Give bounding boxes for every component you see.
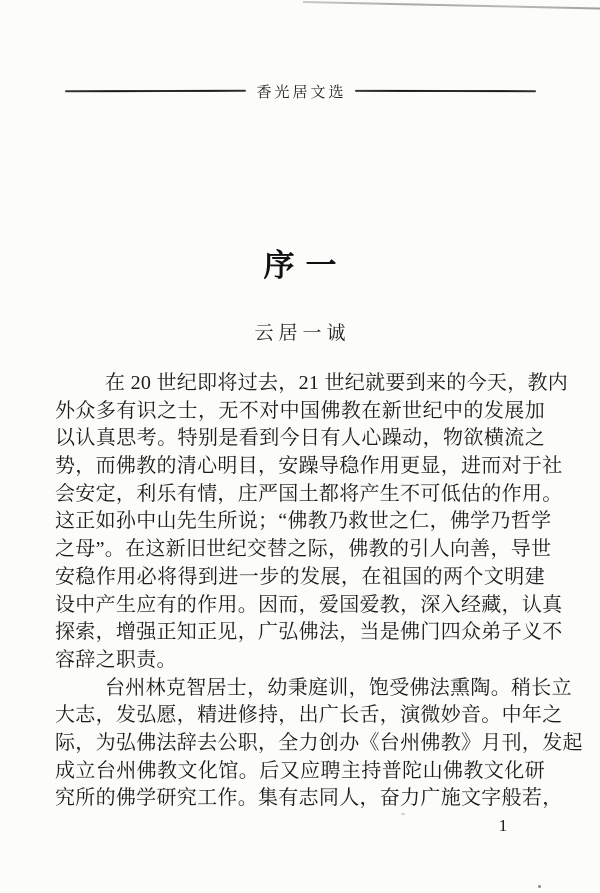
body-line: 究所的佛学研究工作。集有志同人，奋力广施文字般若， <box>55 787 563 810</box>
body-line: 会安定，利乐有情，庄严国土都将产生不可低估的作用。 <box>55 482 563 505</box>
scan-speck <box>538 885 541 888</box>
body-line: 外众多有识之士，无不对中国佛教在新世纪中的发展加 <box>55 399 545 422</box>
page-number: 1 <box>498 816 508 835</box>
body-line: 探索，增强正知正见，广弘佛法，当是佛门四众弟子义不 <box>55 621 563 644</box>
running-head-rule-right <box>355 90 536 92</box>
body-line: 设中产生应有的作用。因而，爱国爱教，深入经藏，认真 <box>55 593 563 616</box>
body-line: 安稳作用必将得到进一步的发展，在祖国的两个文明建 <box>55 565 545 588</box>
body-line: 势，而佛教的清心明目，安躁导稳作用更显，进而对于社 <box>55 455 563 478</box>
body-line: 容辞之职责。 <box>55 648 177 671</box>
chapter-title: 序一 <box>263 248 348 283</box>
body-line: 际，为弘佛法辞去公职，全力创办《台州佛教》月刊，发起 <box>55 731 583 754</box>
body-line: 在 20 世纪即将过去，21 世纪就要到来的今天，教内 <box>105 372 569 394</box>
scan-edge-artifact <box>303 1 600 10</box>
body-line: 之母”。在这新旧世纪交替之际，佛教的引人向善，导世 <box>55 538 552 561</box>
author-name: 云居一诚 <box>254 323 351 344</box>
running-head <box>65 82 535 100</box>
body-line: 这正如孙中山先生所说；“佛教乃救世之仁，佛学乃哲学 <box>55 510 552 533</box>
body-line: 大志，发弘愿，精进修持，出广长舌，演微妙音。中年之 <box>55 704 563 727</box>
body-line: 台州林克智居士，幼秉庭训，饱受佛法熏陶。稍长立 <box>105 676 572 699</box>
body-lines <box>55 370 583 813</box>
scan-speck <box>401 813 405 815</box>
body-line: 成立台州佛教文化馆。后又应聘主持普陀山佛教文化研 <box>55 759 545 782</box>
running-head-title: 香光居文选 <box>256 84 347 101</box>
running-head-rule-left <box>65 90 246 92</box>
body-line: 以认真思考。特别是看到今日有人心躁动，物欲横流之 <box>55 427 545 450</box>
